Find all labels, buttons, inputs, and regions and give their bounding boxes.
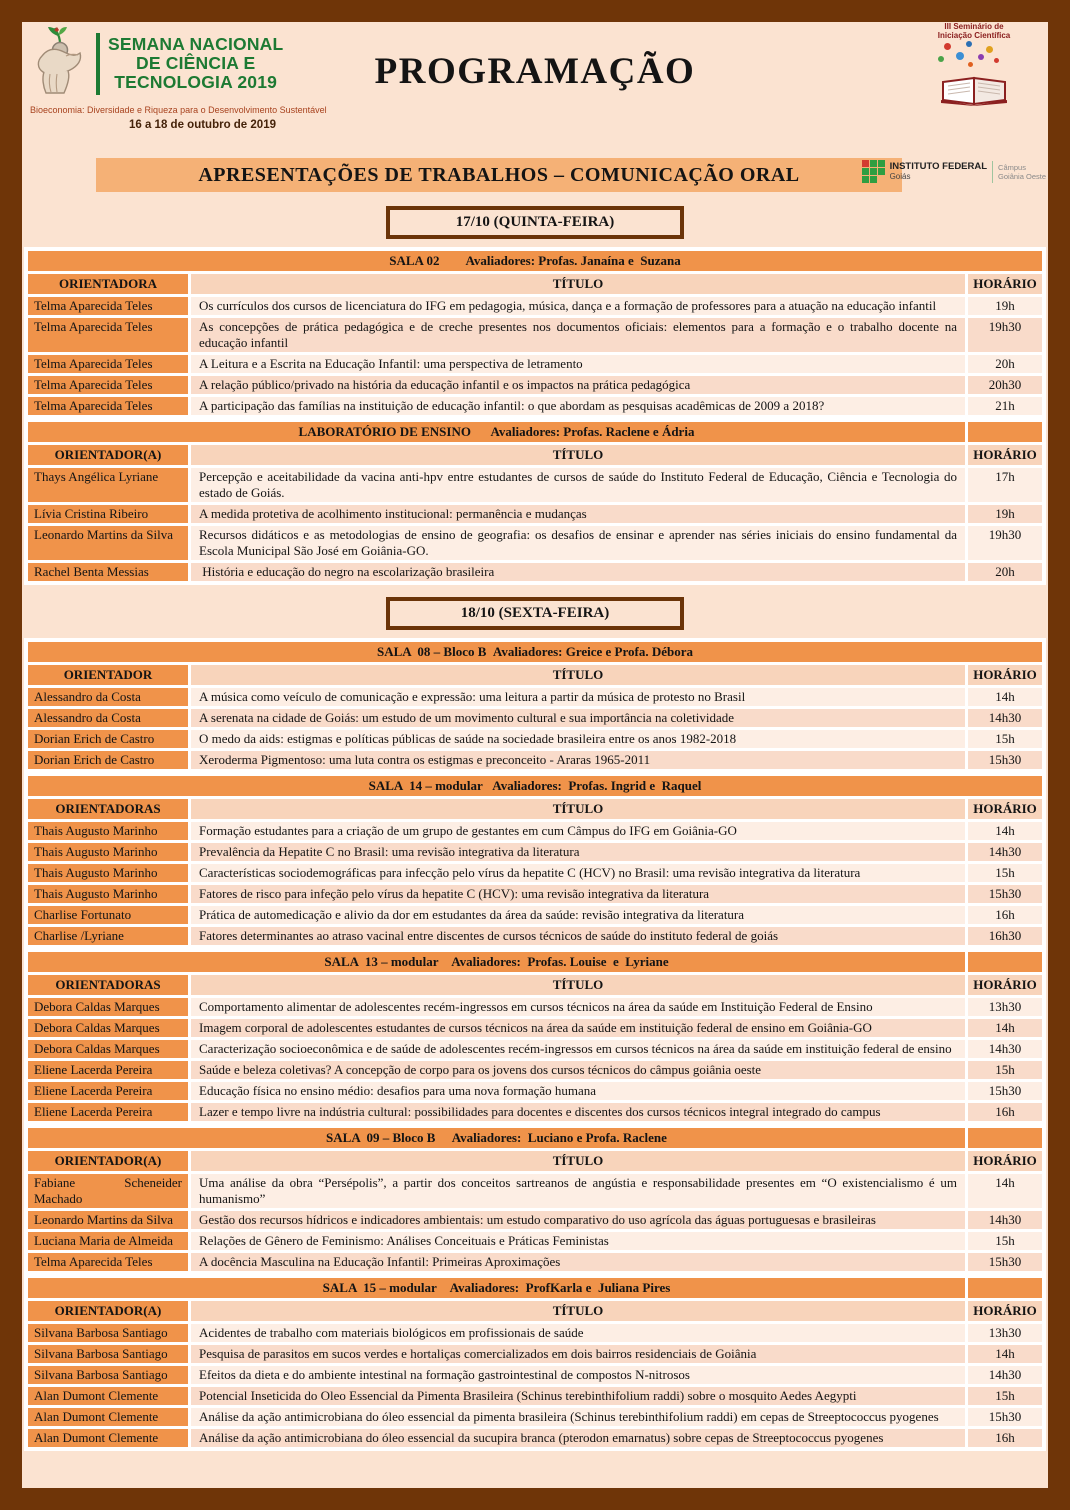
day-header-label: 17/10 (QUINTA-FEIRA) [455, 214, 615, 230]
column-header-horario: HORÁRIO [968, 445, 1042, 465]
presentation-title: O medo da aids: estigmas e políticas públicas de saúde na sociedade brasileira entre os anos 1982-2018 [191, 730, 965, 748]
presentation-time: 20h30 [968, 376, 1042, 394]
orientador-name: Telma Aparecida Teles [28, 397, 188, 415]
if-logo [862, 160, 1046, 183]
if-name: INSTITUTO FEDERAL [889, 161, 988, 172]
orientador-name: Eliene Lacerda Pereira [28, 1103, 188, 1121]
presentation-row [28, 1232, 1042, 1250]
presentation-row [28, 376, 1042, 394]
session-header-sala-13-modular: SALA 13 – modular Avaliadores: Profas. Louise e Lyriane [28, 952, 965, 972]
presentation-time: 17h [968, 468, 1042, 502]
presentation-row [28, 906, 1042, 924]
orientador-name: Charlise Fortunato [28, 906, 188, 924]
seminar-caption-line2: Iniciação Científica [937, 31, 1011, 40]
open-book-icon [939, 93, 1009, 110]
presentation-time: 20h [968, 355, 1042, 373]
presentation-title: Efeitos da dieta e do ambiente intestinal na formação gastrointestinal de compostos N-nitrosos [191, 1366, 965, 1384]
orientador-name: Eliene Lacerda Pereira [28, 1061, 188, 1079]
schedule-table-laboratorio-de-ensino [25, 419, 1045, 584]
presentation-row [28, 1345, 1042, 1363]
if-divider [992, 161, 993, 183]
orientador-name: Dorian Erich de Castro [28, 751, 188, 769]
orientador-name: Alessandro da Costa [28, 709, 188, 727]
presentation-row [28, 1366, 1042, 1384]
presentation-title: Prática de automedicação e alivio da dor em estudantes da área da saúde: revisão integrativa da literatura [191, 906, 965, 924]
if-squares-icon [862, 160, 885, 183]
session-header-sala-08-bloco-b: SALA 08 – Bloco B Avaliadores: Greice e Profa. Débora [28, 642, 1042, 662]
column-header-orientador: ORIENTADOR(A) [28, 1151, 188, 1171]
session-header-row [28, 952, 1042, 972]
column-header-row [28, 975, 1042, 995]
snct-title-line3: TECNOLOGIA 2019 [114, 72, 278, 92]
presentation-time: 16h30 [968, 927, 1042, 945]
column-header-horario: HORÁRIO [968, 1301, 1042, 1321]
presentation-row [28, 709, 1042, 727]
schedule-table-sala-14-modular [25, 773, 1045, 948]
presentation-row [28, 1211, 1042, 1229]
schedule-table-sala-13-modular [25, 949, 1045, 1124]
column-header-titulo: TÍTULO [191, 274, 965, 294]
presentation-title: Xeroderma Pigmentoso: uma luta contra os estigmas e preconceito - Araras 1965-2011 [191, 751, 965, 769]
session-header-row [28, 776, 1042, 796]
presentation-time: 16h [968, 1103, 1042, 1121]
presentation-row [28, 397, 1042, 415]
column-header-orientador: ORIENTADOR [28, 665, 188, 685]
session-header-sala-02: SALA 02 Avaliadores: Profas. Janaína e Suzana [28, 251, 1042, 271]
presentation-title: A serenata na cidade de Goiás: um estudo de um movimento cultural e sua importância na coletividade [191, 709, 965, 727]
presentation-row [28, 1429, 1042, 1447]
presentation-title: Formação estudantes para a criação de um grupo de gestantes em cum Câmpus do IFG em Goiânia-GO [191, 822, 965, 840]
presentation-time: 19h30 [968, 318, 1042, 352]
session-header-spacer [968, 1278, 1042, 1298]
presentation-row [28, 751, 1042, 769]
orientador-name: Fabiane Scheneider Machado [28, 1174, 188, 1208]
presentation-row [28, 885, 1042, 903]
presentation-time: 15h30 [968, 885, 1042, 903]
session-header-row [28, 422, 1042, 442]
presentation-time: 14h [968, 1019, 1042, 1037]
presentation-time: 14h [968, 1174, 1042, 1208]
orientador-name: Silvana Barbosa Santiago [28, 1324, 188, 1342]
column-header-horario: HORÁRIO [968, 975, 1042, 995]
presentation-row [28, 1103, 1042, 1121]
presentation-time: 15h [968, 730, 1042, 748]
presentation-time: 21h [968, 397, 1042, 415]
presentation-row [28, 1174, 1042, 1208]
column-header-orientador: ORIENTADORAS [28, 975, 188, 995]
session-header-row [28, 251, 1042, 271]
presentation-time: 14h30 [968, 843, 1042, 861]
if-campus-line1: Câmpus [998, 162, 1026, 172]
presentation-time: 13h30 [968, 998, 1042, 1016]
column-header-titulo: TÍTULO [191, 1301, 965, 1321]
orientador-name: Debora Caldas Marques [28, 1040, 188, 1058]
presentation-title: Imagem corporal de adolescentes estudantes de cursos técnicos na área da saúde em instituição federal de ensino em Goiânia-GO [191, 1019, 965, 1037]
presentation-row [28, 1324, 1042, 1342]
orientador-name: Thais Augusto Marinho [28, 822, 188, 840]
presentation-row [28, 843, 1042, 861]
orientador-name: Alan Dumont Clemente [28, 1387, 188, 1405]
presentation-row [28, 1019, 1042, 1037]
column-header-titulo: TÍTULO [191, 1151, 965, 1171]
presentation-time: 14h [968, 822, 1042, 840]
presentation-time: 15h30 [968, 1082, 1042, 1100]
presentation-row [28, 526, 1042, 560]
if-campus-line2: Goiânia Oeste [998, 171, 1046, 181]
presentation-row [28, 822, 1042, 840]
presentation-title: Pesquisa de parasitos em sucos verdes e hortaliças comercializados em dois bairros residenciais de Goiânia [191, 1345, 965, 1363]
orientador-name: Leonardo Martins da Silva [28, 526, 188, 560]
presentation-title: Percepção e aceitabilidade da vacina anti-hpv entre estudantes de cursos de saúde do Instituto Federal de Educação, Ciência e Tecnologia do estado de Goiás. [191, 468, 965, 502]
presentation-title: As concepções de prática pedagógica e de creche presentes nos documentos oficiais: elementos para a formação e o trabalho docente na educação infantil [191, 318, 965, 352]
presentation-title: Os currículos dos cursos de licenciatura do IFG em pedagogia, música, dança e a formação de professores para a atuação na educação infantil [191, 297, 965, 315]
orientador-name: Thais Augusto Marinho [28, 843, 188, 861]
orientador-name: Telma Aparecida Teles [28, 355, 188, 373]
presentation-title: Análise da ação antimicrobiana do óleo essencial da sucupira branca (pterodon emarnatus) sobre cepas de Streeptococcus pyogenes [191, 1429, 965, 1447]
orientador-name: Leonardo Martins da Silva [28, 1211, 188, 1229]
session-header-spacer [968, 1128, 1042, 1148]
orientador-name: Debora Caldas Marques [28, 1019, 188, 1037]
section-banner: APRESENTAÇÕES DE TRABALHOS – COMUNICAÇÃO ORAL [96, 158, 902, 192]
orientador-name: Lívia Cristina Ribeiro [28, 505, 188, 523]
presentation-row [28, 1082, 1042, 1100]
presentation-row [28, 1061, 1042, 1079]
column-header-horario: HORÁRIO [968, 665, 1042, 685]
presentation-row [28, 998, 1042, 1016]
presentation-title: A relação público/privado na história da educação infantil e os impactos na prática pedagógica [191, 376, 965, 394]
presentation-title: A participação das famílias na instituição de educação infantil: o que abordam as pesquisas acadêmicas de 2009 a 2018? [191, 397, 965, 415]
presentation-row [28, 1387, 1042, 1405]
column-header-row [28, 1151, 1042, 1171]
presentation-time: 13h30 [968, 1324, 1042, 1342]
presentation-title: Recursos didáticos e as metodologias de ensino de geografia: os desafios de ensinar e aprender nas séries iniciais do ensino fundamental da Escola Municipal São José em Goiânia-GO. [191, 526, 965, 560]
presentation-row [28, 688, 1042, 706]
orientador-name: Thays Angélica Lyriane [28, 468, 188, 502]
column-header-titulo: TÍTULO [191, 975, 965, 995]
snct-title-line2: DE CIÊNCIA E [136, 53, 256, 73]
presentation-title: A música como veículo de comunicação e expressão: uma leitura a partir da música de protesto no Brasil [191, 688, 965, 706]
column-header-orientador: ORIENTADORAS [28, 799, 188, 819]
column-header-titulo: TÍTULO [191, 665, 965, 685]
presentation-row [28, 505, 1042, 523]
presentation-title: Análise da ação antimicrobiana do óleo essencial da pimenta brasileira (Schinus terebinthifolium raddi) em cepas de Streeptococcus pyogenes [191, 1408, 965, 1426]
presentation-title: Comportamento alimentar de adolescentes recém-ingressos em cursos técnicos na área da saúde em Instituição Federal de Ensino [191, 998, 965, 1016]
presentation-time: 14h [968, 688, 1042, 706]
orientador-name: Thais Augusto Marinho [28, 864, 188, 882]
orientador-name: Eliene Lacerda Pereira [28, 1082, 188, 1100]
presentation-title: Uma análise da obra “Persépolis”, a partir dos conceitos sartreanos de angústia e responsabilidade presentes em “O existencialismo é um humanismo” [191, 1174, 965, 1208]
presentation-time: 14h30 [968, 709, 1042, 727]
column-header-orientador: ORIENTADOR(A) [28, 445, 188, 465]
presentation-title: Educação física no ensino médio: desafios para uma nova formação humana [191, 1082, 965, 1100]
column-header-horario: HORÁRIO [968, 274, 1042, 294]
presentation-title: A Leitura e a Escrita na Educação Infantil: uma perspectiva de letramento [191, 355, 965, 373]
presentation-title: Relações de Gênero de Feminismo: Análises Conceituais e Práticas Feministas [191, 1232, 965, 1250]
presentation-title: Prevalência da Hepatite C no Brasil: uma revisão integrativa da literatura [191, 843, 965, 861]
presentation-time: 16h [968, 1429, 1042, 1447]
presentation-title: Fatores determinantes ao atraso vacinal entre discentes de cursos técnicos de saúde do instituto federal de goiás [191, 927, 965, 945]
presentation-row [28, 297, 1042, 315]
presentation-time: 15h [968, 1232, 1042, 1250]
orientador-name: Telma Aparecida Teles [28, 318, 188, 352]
presentation-title: Características sociodemográficas para infecção pelo vírus da hepatite C (HCV) no Brasil: uma revisão integrativa da literatura [191, 864, 965, 882]
column-header-row [28, 274, 1042, 294]
orientador-name: Silvana Barbosa Santiago [28, 1345, 188, 1363]
presentation-title: História e educação do negro na escolarização brasileira [191, 563, 965, 581]
schedule-table-sala-02 [25, 248, 1045, 418]
column-header-row [28, 665, 1042, 685]
presentation-time: 15h [968, 864, 1042, 882]
presentation-title: Acidentes de trabalho com materiais biológicos em profissionais de saúde [191, 1324, 965, 1342]
presentation-time: 19h [968, 505, 1042, 523]
presentation-row [28, 1408, 1042, 1426]
presentation-time: 14h30 [968, 1366, 1042, 1384]
column-header-orientador: ORIENTADOR(A) [28, 1301, 188, 1321]
presentation-time: 14h30 [968, 1211, 1042, 1229]
column-header-orientador: ORIENTADORA [28, 274, 188, 294]
orientador-name: Alessandro da Costa [28, 688, 188, 706]
column-header-row [28, 799, 1042, 819]
seminar-caption-line1: III Seminário de [944, 22, 1004, 31]
column-header-horario: HORÁRIO [968, 799, 1042, 819]
schedule-table-sala-15-modular [25, 1275, 1045, 1450]
presentation-row [28, 1040, 1042, 1058]
presentation-row [28, 468, 1042, 502]
presentation-row [28, 355, 1042, 373]
orientador-name: Debora Caldas Marques [28, 998, 188, 1016]
session-header-spacer [968, 952, 1042, 972]
session-header-laboratorio-de-ensino: LABORATÓRIO DE ENSINO Avaliadores: Profas. Raclene e Ádria [28, 422, 965, 442]
presentation-title: Fatores de risco para infeção pelo vírus da hepatite C (HCV): uma revisão integrativa da literatura [191, 885, 965, 903]
column-header-horario: HORÁRIO [968, 1151, 1042, 1171]
page-title: PROGRAMAÇÃO [374, 51, 696, 92]
presentation-row [28, 563, 1042, 581]
session-header-spacer [968, 422, 1042, 442]
if-state: Goiás [889, 172, 911, 181]
presentation-title: Lazer e tempo livre na indústria cultural: possibilidades para docentes e discentes dos cursos técnicos integral integrado do campus [191, 1103, 965, 1121]
column-header-titulo: TÍTULO [191, 445, 965, 465]
schedule-table-sala-08-bloco-b [25, 639, 1045, 772]
presentation-row [28, 730, 1042, 748]
presentation-time: 15h [968, 1387, 1042, 1405]
session-header-row [28, 1128, 1042, 1148]
banner-row [22, 158, 1048, 194]
presentation-title: A docência Masculina na Educação Infantil: Primeiras Aproximações [191, 1253, 965, 1271]
orientador-name: Alan Dumont Clemente [28, 1408, 188, 1426]
column-header-row [28, 1301, 1042, 1321]
presentation-time: 19h [968, 297, 1042, 315]
orientador-name: Silvana Barbosa Santiago [28, 1366, 188, 1384]
presentation-title: Caracterização socioeconômica e de saúde de adolescentes recém-ingressos em cursos técnicos na área da saúde em instituição federal de ensino [191, 1040, 965, 1058]
orientador-name: Alan Dumont Clemente [28, 1429, 188, 1447]
orientador-name: Rachel Benta Messias [28, 563, 188, 581]
schedule-table-sala-09-bloco-b [25, 1125, 1045, 1274]
presentation-time: 15h30 [968, 1253, 1042, 1271]
presentation-time: 16h [968, 906, 1042, 924]
presentation-row [28, 318, 1042, 352]
presentation-row [28, 927, 1042, 945]
orientador-name: Telma Aparecida Teles [28, 297, 188, 315]
presentation-row [28, 1253, 1042, 1271]
column-header-row [28, 445, 1042, 465]
orientador-name: Charlise /Lyriane [28, 927, 188, 945]
presentation-time: 14h30 [968, 1040, 1042, 1058]
orientador-name: Telma Aparecida Teles [28, 1253, 188, 1271]
session-header-row [28, 1278, 1042, 1298]
snct-title-line1: SEMANA NACIONAL [108, 34, 284, 54]
science-dots-icon [926, 40, 1022, 70]
column-header-titulo: TÍTULO [191, 799, 965, 819]
presentation-title: Saúde e beleza coletivas? A concepção de corpo para os jovens dos cursos técnicos do câmpus goiânia oeste [191, 1061, 965, 1079]
orientador-name: Thais Augusto Marinho [28, 885, 188, 903]
day-header-17-10 [386, 206, 684, 239]
presentation-title: Gestão dos recursos hídricos e indicadores ambientais: um estudo comparativo do uso agrícola das águas portuguesas e brasileiras [191, 1211, 965, 1229]
tables-panel-day2 [24, 638, 1046, 1451]
orientador-name: Luciana Maria de Almeida [28, 1232, 188, 1250]
session-header-sala-15-modular: SALA 15 – modular Avaliadores: ProfKarla e Juliana Pires [28, 1278, 965, 1298]
presentation-time: 15h30 [968, 1408, 1042, 1426]
presentation-time: 15h30 [968, 751, 1042, 769]
presentation-title: Potencial Inseticida do Oleo Essencial da Pimenta Brasileira (Schinus terebinthifolium raddi) sobre o mosquito Aedes Aegypti [191, 1387, 965, 1405]
day-header-label: 18/10 (SEXTA-FEIRA) [460, 605, 610, 621]
presentation-time: 20h [968, 563, 1042, 581]
orientador-name: Dorian Erich de Castro [28, 730, 188, 748]
presentation-time: 14h [968, 1345, 1042, 1363]
header [22, 22, 1048, 156]
presentation-time: 19h30 [968, 526, 1042, 560]
snct-subtitle: Bioeconomia: Diversidade e Riqueza para o Desenvolvimento Sustentável [30, 105, 327, 115]
session-header-sala-14-modular: SALA 14 – modular Avaliadores: Profas. Ingrid e Raquel [28, 776, 1042, 796]
presentation-time: 15h [968, 1061, 1042, 1079]
presentation-title: A medida protetiva de acolhimento institucional: permanência e mudanças [191, 505, 965, 523]
snct-dates: 16 a 18 de outubro de 2019 [128, 119, 276, 131]
orientador-name: Telma Aparecida Teles [28, 376, 188, 394]
page-frame [22, 22, 1048, 1488]
presentation-row [28, 864, 1042, 882]
seminar-logo [926, 22, 1022, 111]
session-header-sala-09-bloco-b: SALA 09 – Bloco B Avaliadores: Luciano e Profa. Raclene [28, 1128, 965, 1148]
day-header-18-10 [386, 597, 684, 630]
tables-panel-day1 [24, 247, 1046, 585]
session-header-row [28, 642, 1042, 662]
